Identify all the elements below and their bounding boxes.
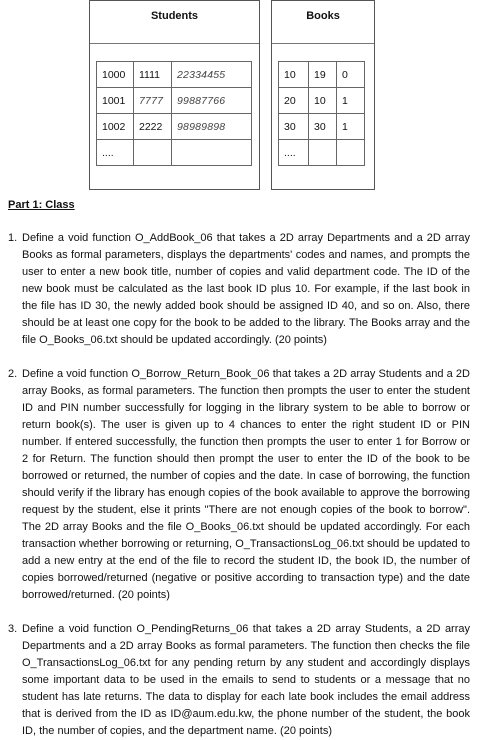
table-row [97,140,252,166]
books-figure [271,0,375,190]
table-cell: 30 [279,114,309,140]
table-cell: 0 [337,62,365,88]
students-table [96,61,252,166]
students-figure [89,0,260,190]
table-cell [337,140,365,166]
table-cell: 30 [309,114,337,140]
table-cell: 1000 [97,62,134,88]
table-row [279,140,365,166]
question-number: 3. [8,623,18,635]
table-cell: 1111 [134,62,172,88]
question-text: Define a void function O_AddBook_06 that takes a 2D array Departments and a 2D array Books as formal parameters, displays the departments' codes and names, and prompts the user to enter a new book title, number of copies and valid department code. The ID of the new book must be calculated as the last book ID plus 10. For example, if the last book in the file has ID 30, the newly added book should be assigned ID 40, and so on. Also, there should be at least one copy for the book to be added to the library. The Books array and the file O_Books_06.txt should be updated accordingly. (20 points) [22,232,470,346]
table-cell: .... [279,140,309,166]
table-cell: 98989898 [172,114,252,140]
question-text: Define a void function O_Borrow_Return_Book_06 that takes a 2D array Students and a 2D array Books, as formal parameters. The function then prompts the user to enter the student ID and PIN number successfully for logging in the library system to be able to borrow or return book(s). The user is given up to 4 chances to enter the right student ID or PIN number. If entered successfully, the function then prompts the user to enter 1 for Borrow or 2 for Return. The function should then prompt the user to enter the ID of the book to be borrowed or returned, the number of copies and the date. In case of borrowing, the function should verify if the library has enough copies of the book available to approve the borrowing request by the student, else it prints "There are not enough copies of the book to borrow". The 2D array Books and the file O_Books_06.txt should be updated accordingly. For each transaction whether borrowing or returning, O_TransactionsLog_06.txt should be updated to add a new entry at the end of the file to record the student ID, the book ID, the number of copies borrowed/returned (negative or positive according to transaction type) and the date borrowed/returned. (20 points) [22,368,470,601]
books-figure-title: Books [272,1,374,44]
assignment-document [8,199,470,740]
question-3 [8,621,470,740]
table-cell: 99887766 [172,88,252,114]
table-cell: 10 [309,88,337,114]
table-row [279,88,365,114]
table-cell: 1 [337,114,365,140]
question-1 [8,230,470,349]
table-cell: 1002 [97,114,134,140]
table-row [279,114,365,140]
table-cell [172,140,252,166]
students-figure-title: Students [90,1,259,44]
question-number: 2. [8,368,18,380]
table-row [97,88,252,114]
table-cell: 1 [337,88,365,114]
table-cell: 22334455 [172,62,252,88]
table-row [97,114,252,140]
table-cell: .... [97,140,134,166]
question-text: Define a void function O_PendingReturns_06 that takes a 2D array Students, a 2D array Departments and a 2D array Books as formal parameters. The function then checks the file O_TransactionsLog_06.txt for any pending return by any student and accordingly displays some important data to be used in the emails to send to students or a message that no student has late returns. The data to display for each late book includes the email address that is derived from the ID as ID@aum.edu.kw, the phone number of the student, the book ID, the number of copies, and the department name. (20 points) [22,623,470,737]
table-cell: 7777 [134,88,172,114]
table-cell: 19 [309,62,337,88]
table-cell: 1001 [97,88,134,114]
part-title: Part 1: Class [8,199,75,211]
question-number: 1. [8,232,18,244]
table-cell: 2222 [134,114,172,140]
books-table [278,61,365,166]
table-cell [309,140,337,166]
table-cell [134,140,172,166]
table-row [97,62,252,88]
table-row [279,62,365,88]
question-2 [8,366,470,604]
table-cell: 10 [279,62,309,88]
table-cell: 20 [279,88,309,114]
